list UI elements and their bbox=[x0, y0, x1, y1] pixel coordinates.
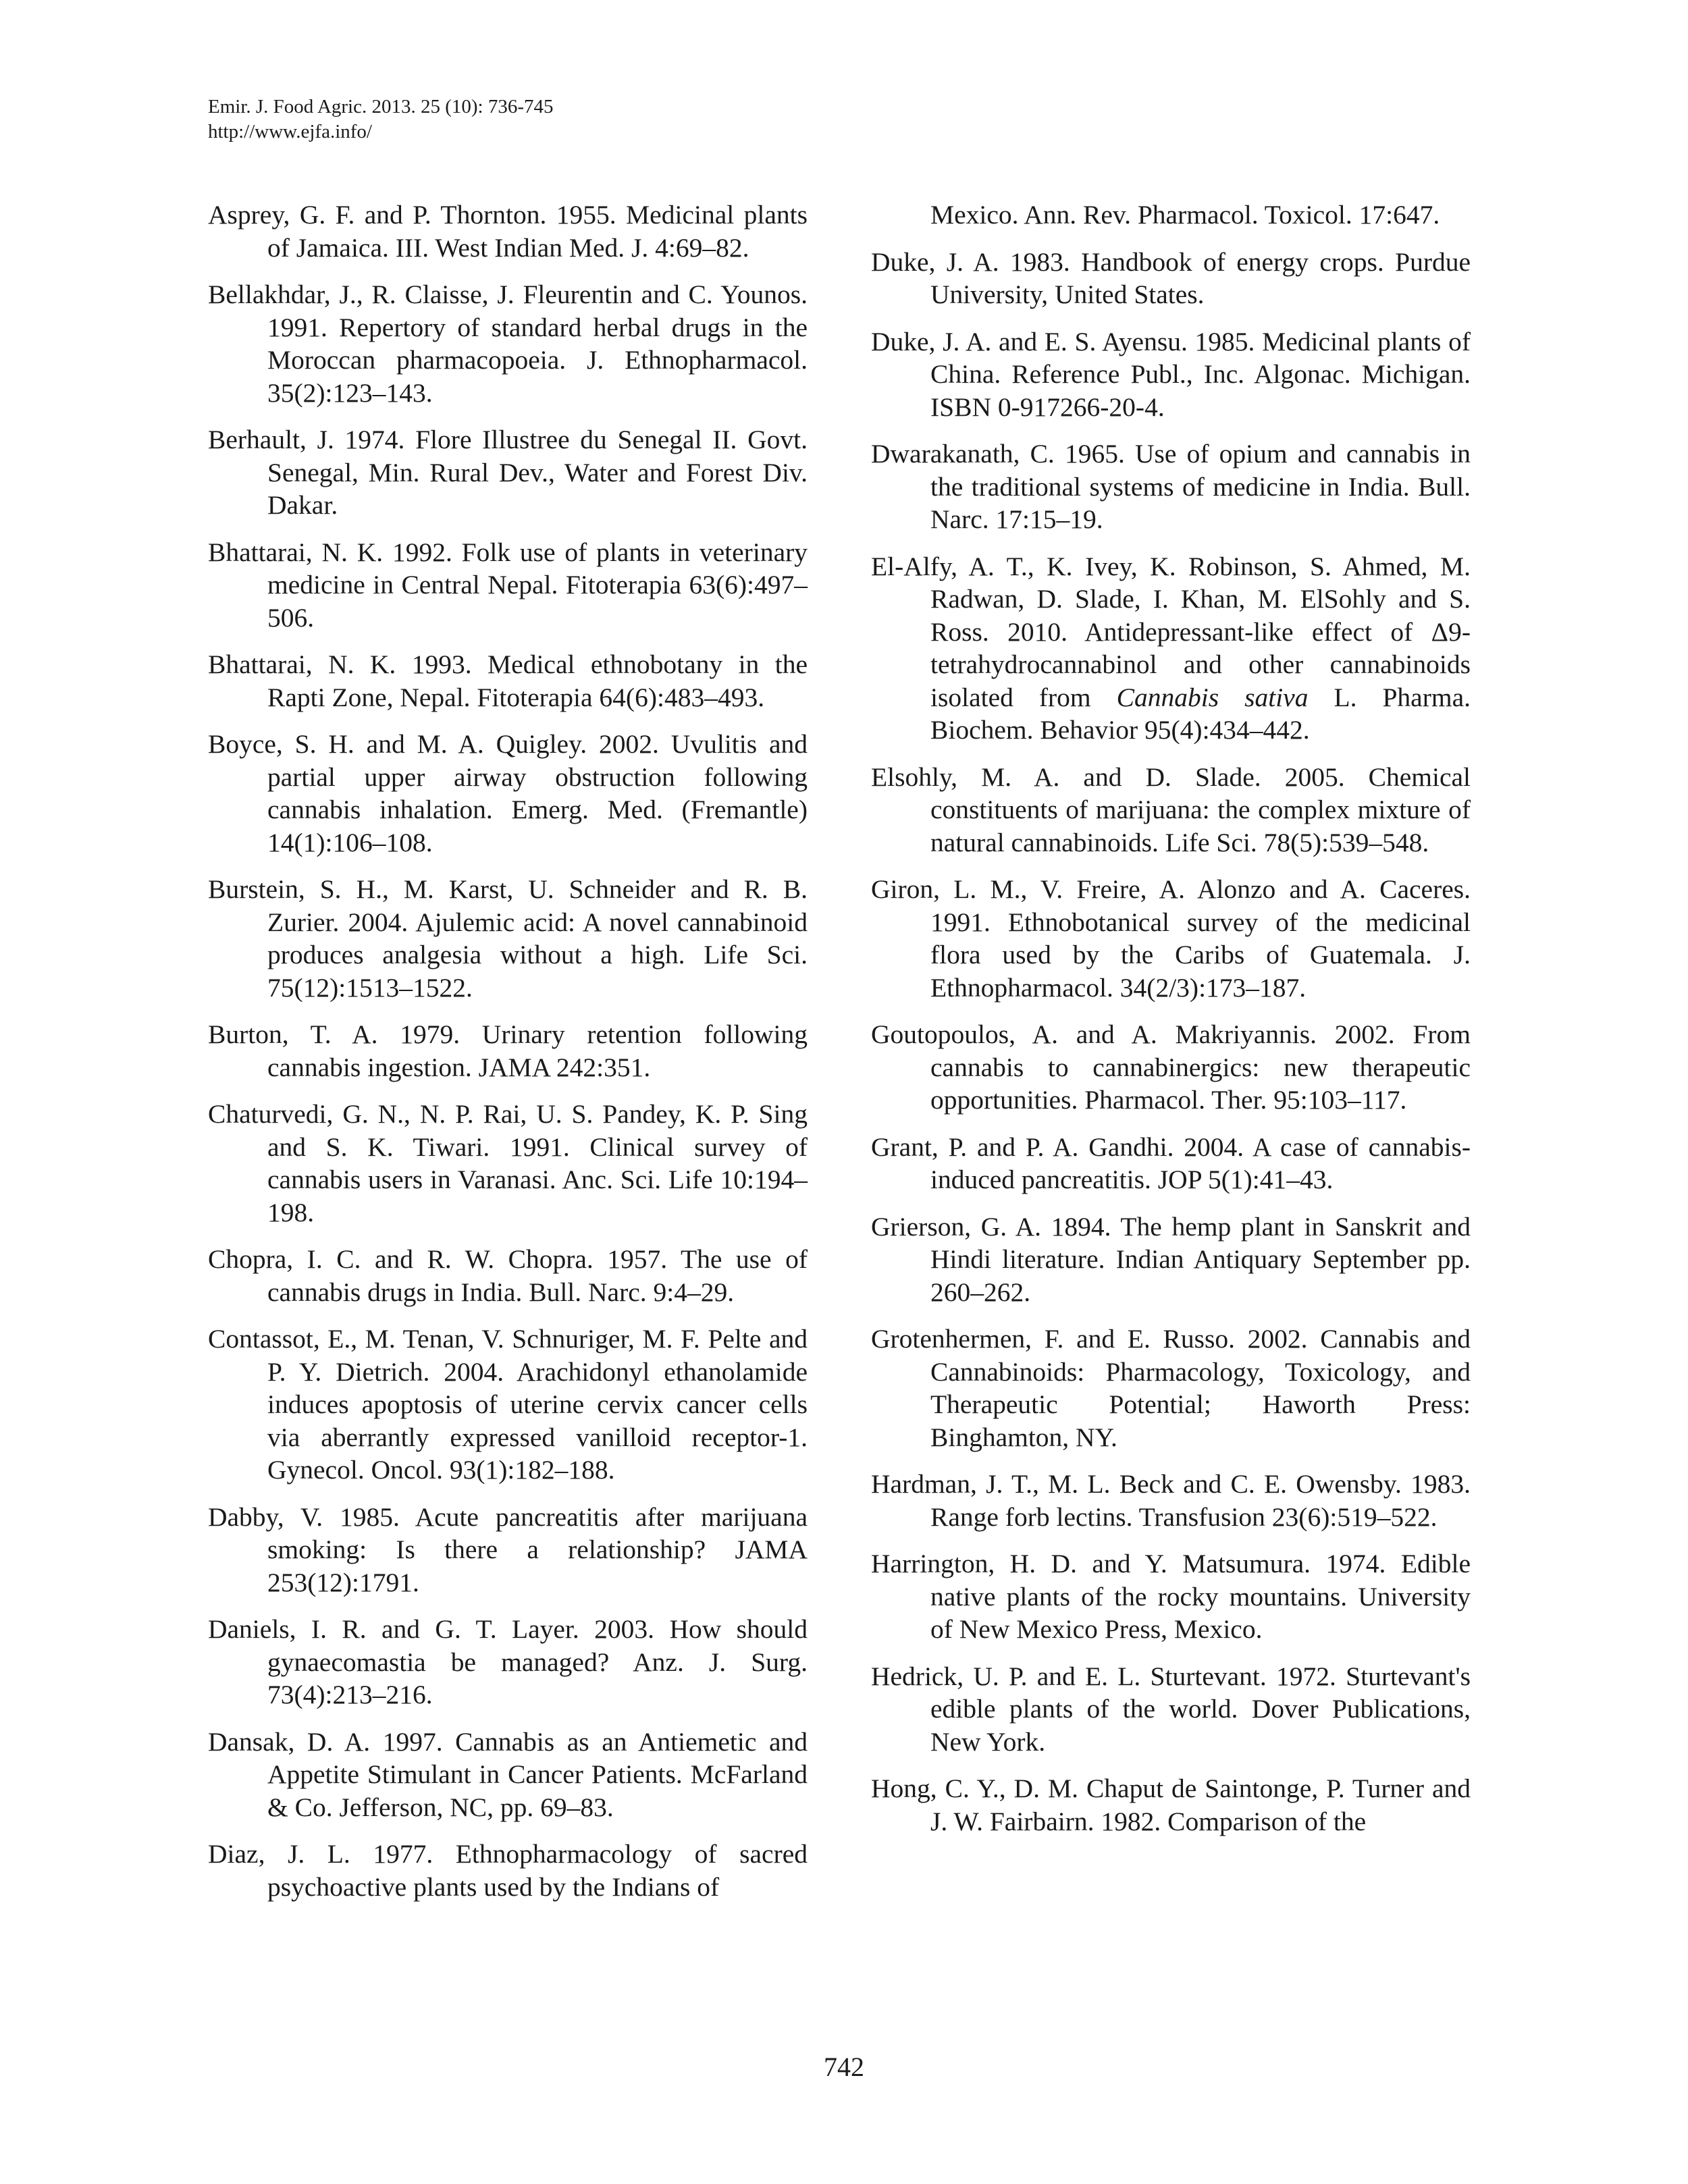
reference-item: Grant, P. and P. A. Gandhi. 2004. A case of cannabis-induced pancreatitis. JOP 5(1):41–43. bbox=[871, 1131, 1471, 1194]
reference-item: Dwarakanath, C. 1965. Use of opium and cannabis in the traditional systems of medicine in India. Bull. Narc. 17:15–19. bbox=[871, 439, 1471, 534]
reference-item: Grierson, G. A. 1894. The hemp plant in Sanskrit and Hindi literature. Indian Antiquary September pp. 260–262. bbox=[871, 1211, 1471, 1307]
reference-item: Duke, J. A. 1983. Handbook of energy crops. Purdue University, United States. bbox=[871, 246, 1471, 309]
reference-item: Dansak, D. A. 1997. Cannabis as an Antiemetic and Appetite Stimulant in Cancer Patients. McFarland & Co. Jefferson, NC, pp. 69–83. bbox=[208, 1726, 808, 1822]
reference-item: Contassot, E., M. Tenan, V. Schnuriger, M. F. Pelte and P. Y. Dietrich. 2004. Arachidonyl ethanolamide induces apoptosis of uterine cervix cancer cells via aberrantly expressed vanilloid receptor-1. Gynecol. Oncol. 93(1):182–188. bbox=[208, 1324, 808, 1485]
reference-item: Elsohly, M. A. and D. Slade. 2005. Chemical constituents of marijuana: the complex mixture of natural cannabinoids. Life Sci. 78(5):539–548. bbox=[871, 762, 1471, 857]
reference-item: Bhattarai, N. K. 1992. Folk use of plants in veterinary medicine in Central Nepal. Fitoterapia 63(6):497–506. bbox=[208, 537, 808, 633]
reference-item: Burstein, S. H., M. Karst, U. Schneider and R. B. Zurier. 2004. Ajulemic acid: A novel cannabinoid produces analgesia without a high. Life Sci. 75(12):1513–1522. bbox=[208, 874, 808, 1003]
references-left-column bbox=[208, 198, 808, 1917]
reference-item: Diaz, J. L. 1977. Ethnopharmacology of sacred psychoactive plants used by the Indians of bbox=[208, 1839, 808, 1902]
reference-item: Chaturvedi, G. N., N. P. Rai, U. S. Pandey, K. P. Sing and S. K. Tiwari. 1991. Clinical survey of cannabis users in Varanasi. Anc. Sci. Life 10:194–198. bbox=[208, 1099, 808, 1227]
reference-item: Asprey, G. F. and P. Thornton. 1955. Medicinal plants of Jamaica. III. West Indian Med. J. 4:69–82. bbox=[208, 200, 808, 263]
reference-item: Berhault, J. 1974. Flore Illustree du Senegal II. Govt. Senegal, Min. Rural Dev., Water and Forest Div. Dakar. bbox=[208, 425, 808, 520]
reference-item: Giron, L. M., V. Freire, A. Alonzo and A. Caceres. 1991. Ethnobotanical survey of the medicinal flora used by the Caribs of Guatemala. J. Ethnopharmacol. 34(2/3):173–187. bbox=[871, 874, 1471, 1003]
reference-item: Bhattarai, N. K. 1993. Medical ethnobotany in the Rapti Zone, Nepal. Fitoterapia 64(6):483–493. bbox=[208, 649, 808, 712]
reference-item-el-alfy bbox=[871, 550, 1471, 747]
reference-item: Grotenhermen, F. and E. Russo. 2002. Cannabis and Cannabinoids: Pharmacology, Toxicology, and Therapeutic Potential; Haworth Press: Binghamton, NY. bbox=[871, 1324, 1471, 1452]
reference-text: L. Pharma. Biochem. Behavior 95(4):434–442. bbox=[930, 682, 1471, 745]
reference-item: Chopra, I. C. and R. W. Chopra. 1957. The use of cannabis drugs in India. Bull. Narc. 9:4–29. bbox=[208, 1244, 808, 1307]
journal-url: http://www.ejfa.info/ bbox=[208, 121, 372, 142]
reference-item: Harrington, H. D. and Y. Matsumura. 1974. Edible native plants of the rocky mountains. University of New Mexico Press, Mexico. bbox=[871, 1549, 1471, 1644]
references-right-column bbox=[871, 198, 1471, 1852]
reference-item: Daniels, I. R. and G. T. Layer. 2003. How should gynaecomastia be managed? Anz. J. Surg. 73(4):213–216. bbox=[208, 1614, 808, 1709]
reference-text: El-Alfy, A. T., K. Ivey, K. Robinson, S. Ahmed, M. Radwan, D. Slade, I. Khan, M. ElSohly and S. Ross. 2010. Antidepressant-like effect of Δ9-tetrahydrocannabinol and other cannabinoids isolated from bbox=[871, 551, 1471, 712]
reference-item: Hedrick, U. P. and E. L. Sturtevant. 1972. Sturtevant's edible plants of the world. Dover Publications, New York. bbox=[871, 1661, 1471, 1757]
reference-item: Bellakhdar, J., R. Claisse, J. Fleurentin and C. Younos. 1991. Repertory of standard herbal drugs in the Moroccan pharmacopoeia. J. Ethnopharmacol. 35(2):123–143. bbox=[208, 279, 808, 408]
reference-item: Duke, J. A. and E. S. Ayensu. 1985. Medicinal plants of China. Reference Publ., Inc. Algonac. Michigan. ISBN 0-917266-20-4. bbox=[871, 326, 1471, 422]
reference-continuation: Mexico. Ann. Rev. Pharmacol. Toxicol. 17:647. bbox=[930, 200, 1440, 230]
reference-item: Hardman, J. T., M. L. Beck and C. E. Owensby. 1983. Range forb lectins. Transfusion 23(6):519–522. bbox=[871, 1469, 1471, 1532]
reference-item: Hong, C. Y., D. M. Chaput de Saintonge, P. Turner and J. W. Fairbairn. 1982. Comparison of the bbox=[871, 1774, 1471, 1836]
reference-item: Dabby, V. 1985. Acute pancreatitis after marijuana smoking: Is there a relationship? JAMA 253(12):1791. bbox=[208, 1501, 808, 1597]
reference-item: Burton, T. A. 1979. Urinary retention following cannabis ingestion. JAMA 242:351. bbox=[208, 1019, 808, 1082]
running-header bbox=[208, 95, 554, 144]
page-number: 742 bbox=[824, 2052, 864, 2082]
journal-citation: Emir. J. Food Agric. 2013. 25 (10): 736-745 bbox=[208, 96, 554, 117]
reference-item: Goutopoulos, A. and A. Makriyannis. 2002. From cannabis to cannabinergics: new therapeutic opportunities. Pharmacol. Ther. 95:103–117. bbox=[871, 1019, 1471, 1115]
species-name-italic: Cannabis sativa bbox=[1116, 682, 1309, 712]
reference-item: Boyce, S. H. and M. A. Quigley. 2002. Uvulitis and partial upper airway obstruction following cannabis inhalation. Emerg. Med. (Fremantle) 14(1):106–108. bbox=[208, 729, 808, 857]
